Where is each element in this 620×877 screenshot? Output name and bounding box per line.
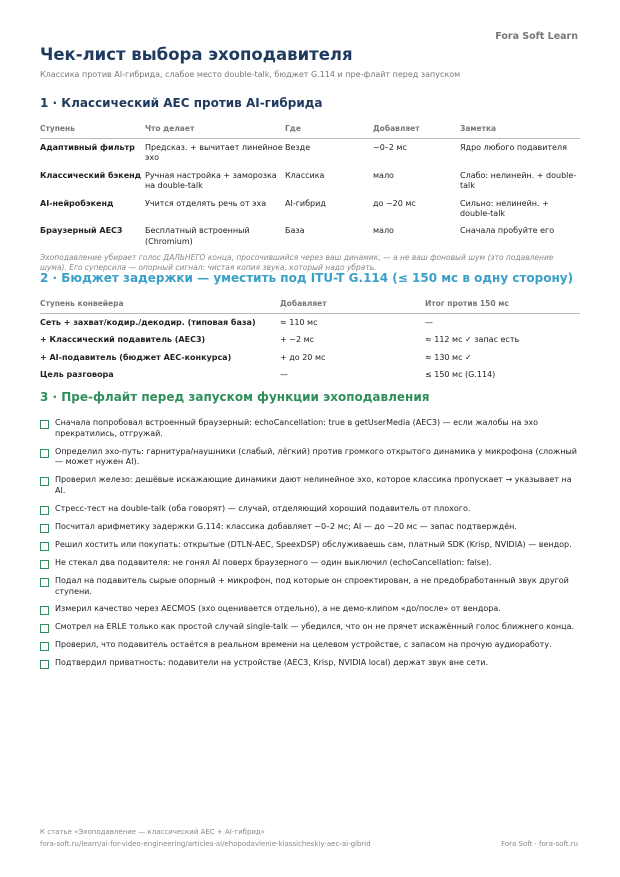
checklist-item-text: Измерил качество через AECMOS (эхо оценивается отдельно), а не демо-клипом «до/после» от вендора. xyxy=(55,604,501,614)
table-row xyxy=(40,366,580,383)
table-cell: — xyxy=(425,318,433,327)
checklist-item-text: Посчитал арифметику задержки G.114: классика добавляет ~0–2 мс; AI — до ~20 мс — запас подтверждён. xyxy=(55,521,517,531)
table-row xyxy=(40,349,580,366)
column-header: Добавляет xyxy=(373,122,460,139)
table-cell: мало xyxy=(373,170,394,180)
section3-heading: 3 · Пре-флайт перед запуском функции эхоподавления xyxy=(40,390,430,404)
table-cell: Браузерный AEC3 xyxy=(40,226,123,236)
table-cell: Слабо: нелинейн. + double-talk xyxy=(460,170,577,191)
table-cell: ≤ 150 мс (G.114) xyxy=(425,370,496,380)
checkbox[interactable] xyxy=(40,506,49,515)
footer-article: К статье «Эхоподавление — классический AEC + AI-гибрид» xyxy=(40,828,266,836)
latency-budget-table xyxy=(40,297,580,384)
checkbox[interactable] xyxy=(40,660,49,669)
section2-heading: 2 · Бюджет задержки — уместить под ITU-T G.114 (≤ 150 мс в одну сторону) xyxy=(40,271,574,285)
footer-url[interactable]: fora-soft.ru/learn/ai-for-video-engineering/articles-ai/ehopodavlenie-klassicheskiy-aec-ai-gibrid xyxy=(40,840,371,848)
checkbox[interactable] xyxy=(40,606,49,615)
checkbox[interactable] xyxy=(40,542,49,551)
checklist-item-text: Определил эхо-путь: гарнитура/наушники (слабый, лёгкий) против громкого открытого динамика у микрофона (сложный — может нужен AI). xyxy=(55,446,577,467)
checkbox[interactable] xyxy=(40,524,49,533)
checklist-item-text: Подал на подавитель сырые опорный + микрофон, под которые он спроектирован, а не предобработанный звук другой ступени. xyxy=(55,575,569,596)
table-cell: ≈ 130 мс ✓ xyxy=(425,352,472,362)
checklist-item xyxy=(40,418,580,440)
column-header: Итог против 150 мс xyxy=(425,297,580,314)
checkbox[interactable] xyxy=(40,420,49,429)
checklist-item xyxy=(40,504,580,515)
checklist-item-text: Подтвердил приватность: подавители на устройстве (AEC3, Krisp, NVIDIA local) держат звук вне сети. xyxy=(55,658,489,668)
table-cell: Везде xyxy=(285,143,311,152)
page-subtitle: Классика против AI-гибрида, слабое место double-talk, бюджет G.114 и пре-флайт перед запуском xyxy=(40,70,461,79)
section1-heading: 1 · Классический AEC против AI-гибрида xyxy=(40,96,323,110)
checklist-item xyxy=(40,576,580,598)
table-cell: Сеть + захват/кодир./декодир. (типовая база) xyxy=(40,318,256,327)
checklist-item xyxy=(40,522,580,533)
checkbox[interactable] xyxy=(40,578,49,587)
table-cell: — xyxy=(280,370,288,380)
checklist-item xyxy=(40,622,580,633)
table-cell: + AI-подавитель (бюджет AEC-конкурса) xyxy=(40,352,232,362)
checkbox[interactable] xyxy=(40,477,49,486)
checklist-item-text: Стресс-тест на double-talk (оба говорят) — случай, отделяющий хороший подавитель от плохого. xyxy=(55,503,471,513)
column-header: Ступень конвейера xyxy=(40,297,280,314)
checklist-item-text: Проверил железо: дешёвые искажающие динамики дают нелинейное эхо, которое классика пропускает → указывает на AI. xyxy=(55,475,572,495)
table-cell: Сначала пробуйте его xyxy=(460,226,555,236)
checkbox[interactable] xyxy=(40,642,49,651)
table-cell: База xyxy=(285,226,305,236)
table-cell: AI-нейробэкенд xyxy=(40,198,114,208)
table-cell: Ручная настройка + заморозка на double-talk xyxy=(145,170,277,191)
table-cell: ~0–2 мс xyxy=(373,143,407,152)
table-cell: ≈ 110 мс xyxy=(280,318,318,327)
table-row xyxy=(40,331,580,348)
checklist-item xyxy=(40,604,580,615)
table-row xyxy=(40,222,580,250)
checkbox[interactable] xyxy=(40,449,49,458)
checkbox[interactable] xyxy=(40,560,49,569)
checklist-item-text: Смотрел на ERLE только как простой случай single-talk — убедился, что он не прячет искажённый голос ближнего конца. xyxy=(55,622,575,632)
checklist-item xyxy=(40,540,580,551)
table-cell: Цель разговора xyxy=(40,370,114,380)
aec-comparison-table xyxy=(40,122,580,250)
table-cell: Сильно: нелинейн. + double-talk xyxy=(460,198,549,218)
checklist-item xyxy=(40,447,580,469)
table-cell: Адаптивный фильтр xyxy=(40,143,135,152)
checklist-item xyxy=(40,475,580,497)
footer-site[interactable]: Fora Soft · fora-soft.ru xyxy=(501,840,578,848)
table-cell: + Классический подавитель (AEC3) xyxy=(40,335,206,345)
table-cell: Учится отделять речь от эха xyxy=(145,198,267,208)
column-header: Ступень xyxy=(40,122,145,139)
table-cell: + до 20 мс xyxy=(280,352,326,362)
checklist-item-text: Решил хостить или покупать: открытые (DTLN-AEC, SpeexDSP) обслуживаешь сам, платный SDK (Krisp, NVIDIA) — вендор. xyxy=(55,539,572,549)
table-row xyxy=(40,167,580,195)
page-title: Чек-лист выбора эхоподавителя xyxy=(40,45,353,64)
preflight-checklist xyxy=(40,418,580,676)
column-header: Добавляет xyxy=(280,297,425,314)
checklist-item xyxy=(40,558,580,569)
table-cell: + ~2 мс xyxy=(280,335,315,345)
table-row xyxy=(40,195,580,223)
checklist-item xyxy=(40,640,580,651)
table-cell: Предсказ. + вычитает линейное эхо xyxy=(145,143,283,163)
column-header: Где xyxy=(285,122,373,139)
table-cell: мало xyxy=(373,226,394,236)
table-header-row xyxy=(40,122,580,139)
brand-label: Fora Soft Learn xyxy=(495,31,578,42)
table-cell: AI-гибрид xyxy=(285,198,326,208)
column-header: Что делает xyxy=(145,122,285,139)
checklist-item-text: Не стекал два подавителя: не гонял AI поверх браузерного — один выключил (echoCancellation: false). xyxy=(55,557,492,567)
table-cell: Ядро любого подавителя xyxy=(460,143,567,152)
section1-note: Эхоподавление убирает голос ДАЛЬНЕГО конца, просочившийся через ваш динамик, — а не ваш фоновый шум (это подавление шума). Его суперсила — опорный сигнал: чистая копия звука, который надо убрать. xyxy=(40,253,554,272)
checklist-item xyxy=(40,658,580,669)
checklist-item-text: Сначала попробовал встроенный браузерный: echoCancellation: true в getUserMedia (AEC3) — если жалобы на эхо прекратились, отгружай. xyxy=(55,418,538,438)
column-header: Заметка xyxy=(460,122,580,139)
checkbox[interactable] xyxy=(40,624,49,633)
table-header-row xyxy=(40,297,580,314)
table-cell: Классика xyxy=(285,170,325,180)
checklist-item-text: Проверил, что подавитель остаётся в реальном времени на целевом устройстве, с запасом на прочую аудиоработу. xyxy=(55,640,552,650)
table-row xyxy=(40,314,580,332)
table-cell: до ~20 мс xyxy=(373,198,416,208)
table-cell: Бесплатный встроенный (Chromium) xyxy=(145,226,250,246)
table-row xyxy=(40,139,580,167)
table-cell: Классический бэкенд xyxy=(40,170,142,180)
table-cell: ≈ 112 мс ✓ запас есть xyxy=(425,335,520,345)
